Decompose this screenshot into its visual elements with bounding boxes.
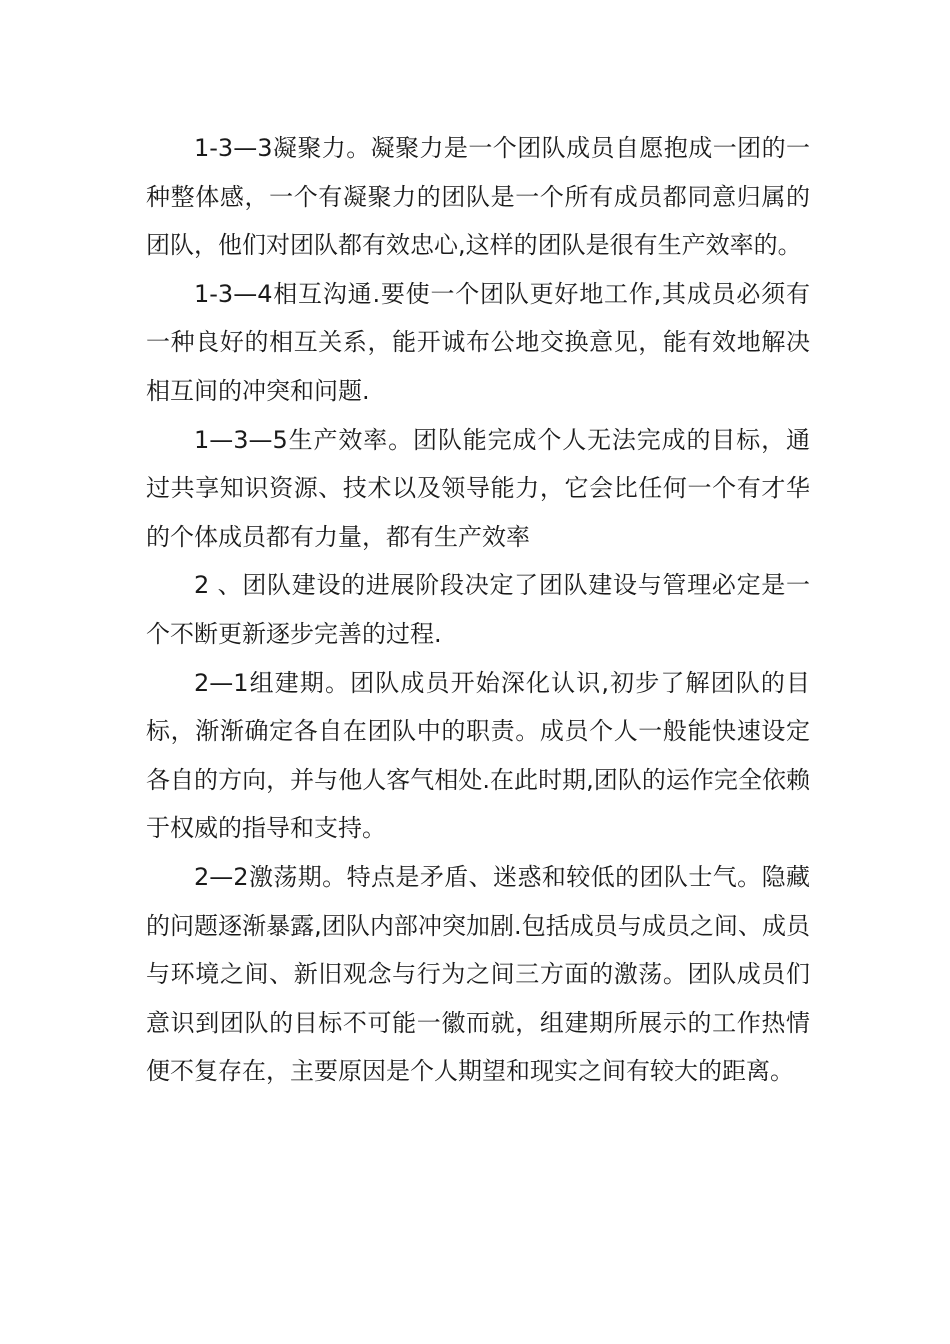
- paragraph-1-3-4-communication: 1-3—4相互沟通.要使一个团队更好地工作,其成员必须有一种良好的相互关系，能开诚布公地交换意见，能有效地解决相互间的冲突和问题.: [146, 279, 810, 405]
- paragraph-2-development-stages: 2 、团队建设的进展阶段决定了团队建设与管理必定是一个不断更新逐步完善的过程.: [146, 571, 810, 648]
- document-body: [146, 124, 810, 1096]
- paragraph-2-1-forming: 2—1组建期。团队成员开始深化认识,初步了解团队的目标，渐渐确定各自在团队中的职责。成员个人一般能快速设定各自的方向，并与他人客气相处.在此时期,团队的运作完全依赖于权威的指导和支持。: [146, 668, 810, 843]
- paragraph-1-3-3-cohesion: 1-3—3凝聚力。凝聚力是一个团队成员自愿抱成一团的一种整体感，一个有凝聚力的团队是一个所有成员都同意归属的团队，他们对团队都有效忠心,这样的团队是很有生产效率的。: [146, 134, 810, 260]
- paragraph-2-2-storming: 2—2激荡期。特点是矛盾、迷惑和较低的团队士气。隐藏的问题逐渐暴露,团队内部冲突加剧.包括成员与成员之间、成员与环境之间、新旧观念与行为之间三方面的激荡。团队成员们意识到团队的目标不可能一徽而就，组建期所展示的工作热情便不复存在，主要原因是个人期望和现实之间有较大的距离。: [146, 862, 810, 1086]
- paragraph-1-3-5-productivity: 1—3—5生产效率。团队能完成个人无法完成的目标，通过共享知识资源、技术以及领导能力，它会比任何一个有才华的个体成员都有力量，都有生产效率: [146, 425, 810, 551]
